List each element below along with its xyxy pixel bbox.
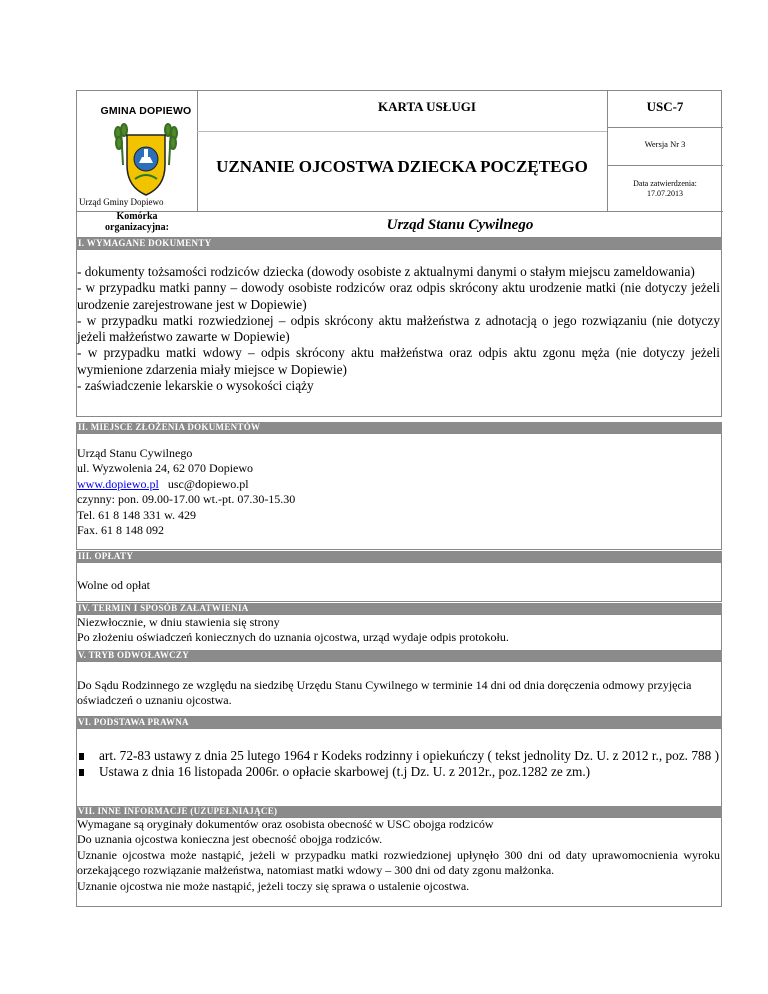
- unit-label-line2: organizacyjna:: [105, 222, 169, 233]
- section-deadline-body: [77, 615, 720, 646]
- document-line: - w przypadku matki wdowy – odpis skrócony aktu małżeństwa oraz odpis aktu zgonu męża (nie dotyczy jeżeli wymienione zdarzenia miały miejsce w Dopiewie): [77, 345, 720, 377]
- info-line: Wymagane są oryginały dokumentów oraz osobista obecność w USC obojga rodziców: [77, 817, 494, 831]
- document-line: - dokumenty tożsamości rodziców dziecka (dowody osobiste z aktualnymi danymi o stałym miejscu zameldowania): [77, 264, 695, 279]
- fees-text: Wolne od opłat: [77, 578, 151, 592]
- card-label: KARTA USŁUGI: [378, 99, 476, 114]
- bullet-icon: [79, 769, 84, 776]
- fax-number: Fax. 61 8 148 092: [77, 523, 164, 538]
- legal-basis-text: Ustawa z dnia 16 listopada 2006r. o opłacie skarbowej (t.j Dz. U. z 2012r., poz.1282 ze zm.): [99, 764, 591, 780]
- approval-date: [607, 179, 723, 199]
- approval-label: Data zatwierdzenia:: [633, 179, 697, 188]
- deadline-line: Niezwłocznie, w dniu stawienia się strony: [77, 615, 280, 629]
- info-line: Do uznania ojcostwa konieczna jest obecność obojga rodziców.: [77, 832, 383, 847]
- office-address: ul. Wyzwolenia 24, 62 070 Dopiewo: [77, 461, 254, 476]
- phone-number: Tel. 61 8 148 331 w. 429: [77, 507, 197, 522]
- section-heading-fees: III. OPŁATY: [76, 551, 722, 562]
- contact-line: [77, 477, 720, 492]
- card-code: USC-7: [646, 99, 684, 114]
- legal-basis-item: [77, 764, 720, 780]
- info-line: Uznanie ojcostwa może nastąpić, jeżeli w przypadku matki rozwiedzionej upłynęło 300 dni od daty uprawomocnienia wyroku orzekającego rozwiązanie małżeństwa, natomiast matki wdowy – 300 dni od daty zgonu małżonka.: [77, 847, 720, 878]
- section-heading-appeal: V. TRYB ODWOŁAWCZY: [76, 650, 722, 661]
- appeal-text: Do Sądu Rodzinnego ze względu na siedzibę Urzędu Stanu Cywilnego w terminie 14 dni od dnia doręczenia odmowy przyjęcia oświadczeń o uznaniu ojcostwa.: [77, 678, 692, 708]
- section-heading-location: II. MIEJSCE ZŁOŻENIA DOKUMENTÓW: [76, 422, 722, 433]
- section-heading-legal-basis: VI. PODSTAWA PRAWNA: [76, 717, 722, 728]
- version-label: Wersja Nr 3: [644, 139, 686, 149]
- document-line: - w przypadku matki rozwiedzionej – odpis skrócony aktu małżeństwa z adnotacją o jego rozwiązaniu (nie dotyczy jeżeli małżeństwo zawarte w Dopiewie): [77, 312, 720, 345]
- page-title: UZNANIE OJCOSTWA DZIECKA POCZĘTEGO: [216, 157, 588, 176]
- unit-name: Urząd Stanu Cywilnego: [386, 217, 534, 233]
- office-name: Urząd Stanu Cywilnego: [77, 446, 193, 460]
- deadline-line: Po złożeniu oświadczeń koniecznych do uznania ojcostwa, urząd wydaje odpis protokołu.: [77, 630, 509, 645]
- legal-basis-text: art. 72-83 ustawy z dnia 25 lutego 1964 r Kodeks rodzinny i opiekuńczy ( tekst jednolity Dz. U. z 2012 r., poz. 788 ): [99, 748, 720, 763]
- legal-basis-item: [77, 748, 720, 764]
- section-heading-documents: I. WYMAGANE DOKUMENTY: [76, 238, 722, 249]
- document-line: - w przypadku matki panny – dowody osobiste rodziców oraz odpis skrócony aktu urodzenie matki (nie dotyczy jeżeli urodzenie zarejestrowane jest w Dopiewie): [77, 280, 720, 312]
- unit-label: [77, 211, 197, 233]
- section-location-body: [77, 446, 720, 538]
- document-line: - zaświadczenie lekarskie o wysokości ciąży: [77, 378, 314, 394]
- municipality-logo: [91, 105, 201, 202]
- section-heading-other-info: VII. INNE INFORMACJE (UZUPEŁNIAJĄCE): [76, 806, 722, 817]
- section-heading-deadline: IV. TERMIN I SPOSÓB ZAŁATWIENIA: [76, 603, 722, 614]
- logo-caption: Urząd Gminy Dopiewo: [79, 197, 164, 207]
- bullet-icon: [79, 753, 84, 760]
- coat-of-arms-icon: [105, 119, 187, 197]
- logo-title: GMINA DOPIEWO: [100, 105, 192, 117]
- section-other-info-body: [77, 817, 720, 894]
- section-legal-basis-body: [77, 748, 720, 781]
- header-table: [76, 90, 722, 238]
- opening-hours: czynny: pon. 09.00-17.00 wt.-pt. 07.30-15.30: [77, 492, 296, 507]
- website-link[interactable]: www.dopiewo.pl: [77, 476, 159, 491]
- section-documents-body: [77, 264, 720, 394]
- email-address: usc@dopiewo.pl: [167, 476, 249, 491]
- unit-label-line1: Komórka: [116, 211, 158, 222]
- legal-basis-list: [77, 748, 720, 781]
- approval-value: 17.07.2013: [647, 189, 683, 198]
- info-line: Uznanie ojcostwa nie może nastąpić, jeżeli toczy się sprawa o ustalenie ojcostwa.: [77, 878, 470, 893]
